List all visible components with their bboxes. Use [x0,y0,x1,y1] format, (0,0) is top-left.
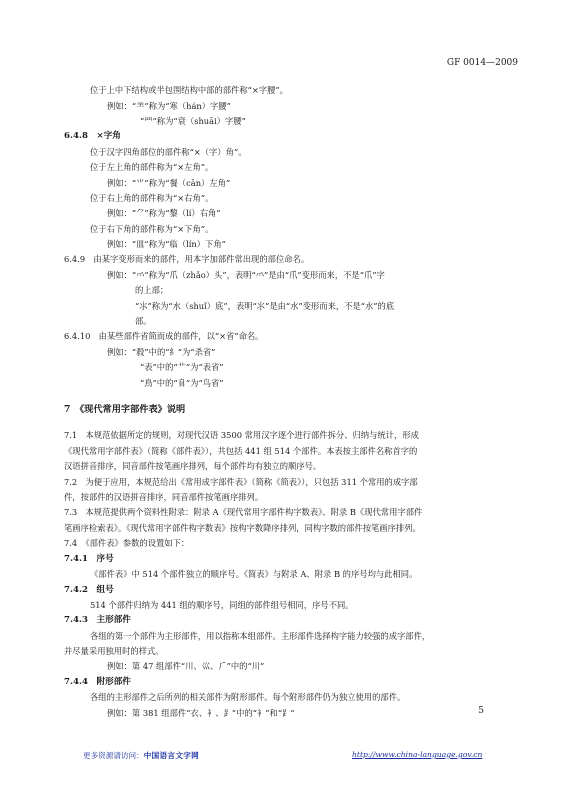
clause-text: 7.2 为便于应用，本规范给出《常用成字部件表》（简称《简表》），只包括 311 个常用的成字部 [64,477,418,487]
text-line: 件，按部件的汉语拼音排序，同音部件按笔画序排列。 [64,492,264,502]
text-line: 各组的第一个部件为主形部件，用以指称本组部件。主形部件选择构字能力较强的成字部件， [90,631,431,641]
text-line: 位于上中下结构或半包围结构中部的部件称“×字腰”。 [90,85,288,95]
text-line: 位于右下角的部件称为“×下角”。 [90,224,214,234]
example-line: 例如：第 381 组部件“衣、⻂、⻊”中的“⻂”和“⻊” [107,708,295,718]
example-line: 例如：“皿”称为“临（lín）下角” [107,239,226,249]
clause-heading: 6.4.8 ×字角 [64,131,121,141]
text-line: 汉语拼音排序，同音部件按笔画序排列，每个部件均有独立的顺序号。 [64,461,322,471]
example-line: 例如：第 47 组部件“川、巛、⺁”中的“川” [107,661,265,671]
text-line: 《部件表》中 514 个部件独立的顺序号。《简表》与附录 A、附录 B 的序号均与此相同。 [90,569,418,579]
example-line: “⺢”称为“水（shuǐ）底”，表明“⺢”是由“水”变形而来，不是“水”的底 [135,301,395,311]
example-line: 例如：“⺈”称为“黎（lí）右角” [107,208,221,218]
example-line: 例如：“⺌”称为“餐（cān）左角” [107,178,231,188]
example-line: “⺫”称为“衰（shuāi）字腰” [140,116,246,126]
clause-heading: 7.4.4 附形部件 [64,677,131,687]
clause-text: 7.3 本规范提供两个资料性附录：附录 A《现代常用字部件构字数表》、附录 B《现代常用字部件 [64,507,423,517]
example-line: 例如：“⺤”称为“爪（zhǎo）头”，表明“⺤”是由“爪”变形而来，不是“爪”字 [107,270,385,280]
example-line: “鳥”中的“⻕”为“鸟省” [140,378,224,388]
clause-text: 7.1 本规范依据所定的规则，对现代汉语 3500 常用汉字逐个进行部件拆分、归纳与统计，形成 [64,430,419,440]
example-line: 的上部； [135,285,169,295]
page-number: 5 [478,706,484,716]
footer-resource-note [83,750,199,761]
text-line: 514 个部件归纳为 441 组的顺序号，同组的部件组号相同，序号不同。 [90,600,354,610]
clause-heading: 7.4.2 组号 [64,585,114,595]
text-line: 笔画序检索表》。《现代常用字部件构字数表》按构字数降序排列，同构字数的部件按笔画序排列。 [64,523,421,533]
text-line: 并尽量采用独用时的样式。 [64,646,164,656]
clause-heading: 7.4.3 主形部件 [64,615,131,625]
text-line: 各组的主形部件之后所列的相关部件为附形部件。每个附形部件仍为独立使用的部件。 [90,692,406,702]
clause-text: 7.4 《部件表》参数的设置如下： [64,538,190,548]
clause-text: 6.4.9 由某字变形而来的部件，用本字加部件常出现的部位命名。 [64,254,310,264]
text-line: 位于左上角的部件称为“×左角”。 [90,162,214,172]
text-line: 位于汉字四角部位的部件称“×（字）角”。 [90,147,247,157]
section-heading: 7 《现代常用字部件表》说明 [64,404,186,415]
text-line: 位于右上角的部件称为“×右角”。 [90,193,214,203]
footer-site-link[interactable]: 中国语言文字网 [143,751,200,760]
clause-text: 6.4.10 由某些部件省简而成的部件，以“×省”命名。 [64,331,264,341]
footer-label: 更多资源请访问： [83,751,144,760]
footer-url-link[interactable]: http://www.china-language.gov.cn [352,750,483,759]
example-line: 部。 [135,316,152,326]
example-line: 例如：“殺”中的“⺯”为“杀省” [107,347,216,357]
example-line: “表”中的“⻀”为“表省” [140,362,224,372]
example-line: 例如：“⺷”称为“寒（hán）字腰” [107,101,231,111]
text-line: 《现代常用字部件表》（简称《部件表》），共包括 441 组 514 个部件。本表按主部件名称首字的 [64,446,418,456]
clause-heading: 7.4.1 序号 [64,554,114,564]
standard-code: GF 0014—2009 [446,58,518,68]
